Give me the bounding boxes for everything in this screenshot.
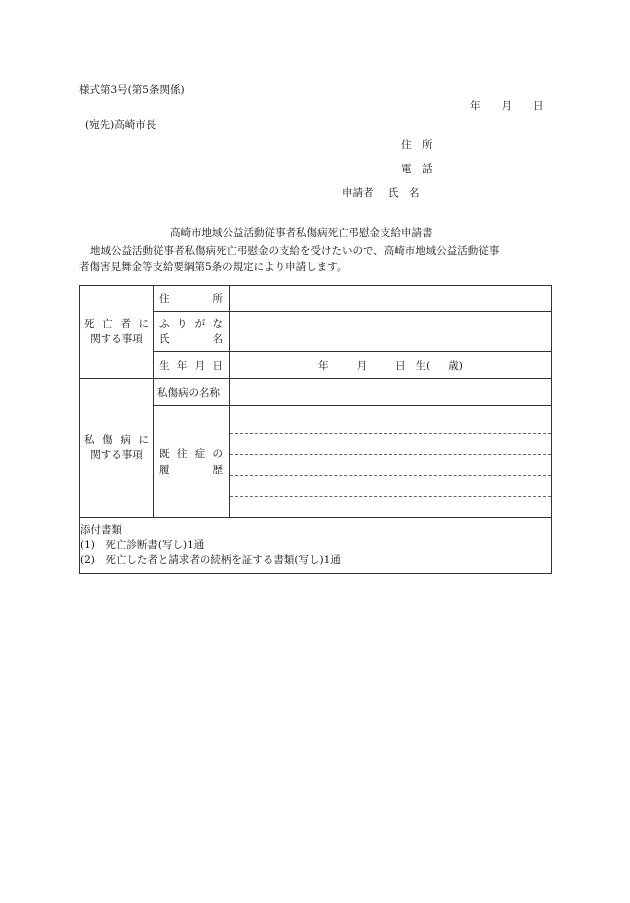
deceased-address-label <box>154 286 230 312</box>
dob-year: 年 <box>318 359 329 372</box>
birth-date-label: 生 年 月 日 <box>154 352 230 379</box>
date-line: 年 月 日 <box>470 100 544 112</box>
name-char2: 名 <box>212 332 223 345</box>
application-form-table <box>79 285 552 574</box>
medical-history-label <box>154 406 230 518</box>
history-line[interactable] <box>230 455 551 476</box>
applicant-address-label: 住 所 <box>401 139 433 151</box>
deceased-name-label <box>154 312 230 352</box>
history-char2: 歴 <box>212 463 223 476</box>
dob-month: 月 <box>356 359 368 372</box>
furigana-label: ふ り が な <box>159 317 223 330</box>
deceased-address-field[interactable] <box>230 286 552 312</box>
applicant-prefix: 申請者 <box>342 187 374 199</box>
address-char2: 所 <box>212 293 223 305</box>
attachment-item: (2) 死亡した者と請求者の続柄を証する書類(写し)1通 <box>80 554 341 566</box>
illness-name-label: 私傷病の名称 <box>154 379 230 406</box>
deceased-name-field[interactable] <box>230 312 552 352</box>
attachments-title: 添付書類 <box>80 524 122 536</box>
intro-text-line1: 地域公益活動従事者私傷病死亡弔慰金の支給を受けたいので、高崎市地域公益活動従事 <box>90 245 500 257</box>
history-line[interactable] <box>230 497 551 517</box>
dob-age: 歳) <box>448 359 463 372</box>
attachment-item: (1) 死亡診断書(写し)1通 <box>80 539 205 551</box>
deceased-section-line1: 死 亡 者 に <box>84 318 149 330</box>
history-line[interactable] <box>230 434 551 455</box>
birth-date-format <box>230 358 551 373</box>
dob-birth: 生( <box>415 359 431 372</box>
history-char1: 履 <box>159 463 170 476</box>
illness-section-header <box>80 379 154 518</box>
history-line[interactable] <box>230 406 551 434</box>
form-number: 様式第3号(第5条関係) <box>79 84 185 96</box>
illness-name-field[interactable] <box>230 379 552 406</box>
document-title: 高崎市地域公益活動従事者私傷病死亡弔慰金支給申請書 <box>170 227 433 239</box>
deceased-section-line2: 関する事項 <box>90 333 143 345</box>
illness-section-line1: 私 傷 病 に <box>84 434 149 446</box>
name-char1: 氏 <box>159 332 170 345</box>
applicant-phone-label: 電 話 <box>401 163 433 175</box>
history-line[interactable] <box>230 476 551 497</box>
deceased-section-header <box>80 286 154 379</box>
applicant-name-label: 氏 名 <box>388 187 420 199</box>
address-char1: 住 <box>159 293 170 305</box>
attachments-section <box>80 518 552 574</box>
medical-history-field[interactable] <box>230 406 552 518</box>
dob-day: 日 <box>395 359 406 372</box>
birth-date-field[interactable] <box>230 352 552 379</box>
intro-text-line2: 者傷害見舞金等支給要綱第5条の規定により申請します。 <box>79 261 348 273</box>
addressee: (宛先)高崎市長 <box>85 119 157 131</box>
medical-history-line1: 既 往 症 の <box>159 447 223 460</box>
illness-section-line2: 関する事項 <box>90 449 143 461</box>
